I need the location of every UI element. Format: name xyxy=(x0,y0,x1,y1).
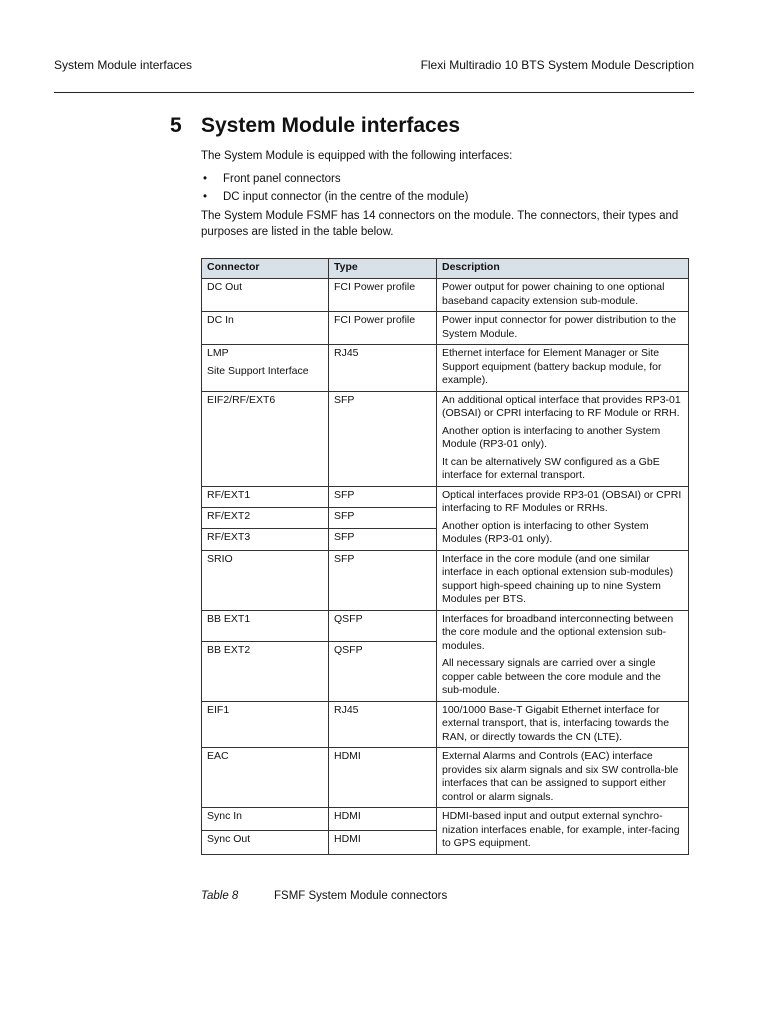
table-caption-label: Table 8 xyxy=(201,890,239,902)
type-cell: SFP xyxy=(329,529,437,550)
table-row xyxy=(202,279,689,312)
description-text: Interfaces for broadband interconnecting between the core module and the optional extension sub-modules. xyxy=(442,612,674,652)
type-cell: FCI Power profile xyxy=(329,312,437,345)
header-connector: Connector xyxy=(202,259,329,279)
description-text: Optical interfaces provide RP3-01 (OBSAI) or CPRI interfacing to RF Modules or RRHs. xyxy=(442,488,682,514)
running-header-section: System Module interfaces xyxy=(54,58,193,72)
description-cell: Power input connector for power distribution to the System Module. xyxy=(437,312,689,345)
type-cell: QSFP xyxy=(329,610,437,641)
table-caption xyxy=(201,890,447,902)
table-row xyxy=(202,610,689,641)
connector-cell: EIF1 xyxy=(202,701,329,748)
table-header-row xyxy=(202,259,689,279)
description-text: It can be alternatively SW configured as a GbE interface for external transport. xyxy=(442,455,660,481)
connector-cell xyxy=(202,345,329,392)
type-cell: SFP xyxy=(329,550,437,610)
type-cell: HDMI xyxy=(329,748,437,808)
connector-cell: EIF2/RF/EXT6 xyxy=(202,391,329,486)
chapter-title: System Module interfaces xyxy=(201,114,461,137)
type-cell: HDMI xyxy=(329,831,437,854)
header-type: Type xyxy=(329,259,437,279)
chapter-number: 5 xyxy=(170,114,182,137)
running-header-document-title: Flexi Multiradio 10 BTS System Module Description xyxy=(420,58,694,72)
connector-cell: BB EXT2 xyxy=(202,641,329,701)
header-description: Description xyxy=(437,259,689,279)
connector-cell: EAC xyxy=(202,748,329,808)
description-cell: HDMI-based input and output external synchro-nization interfaces enable, for example, inter-facing to GPS equipment. xyxy=(437,808,689,855)
table-row xyxy=(202,345,689,392)
connectors-table xyxy=(201,258,689,855)
header-divider xyxy=(54,92,694,93)
description-cell: Power output for power chaining to one optional baseband capacity extension sub-module. xyxy=(437,279,689,312)
description-cell xyxy=(437,391,689,486)
connectors-paragraph: The System Module FSMF has 14 connectors on the module. The connectors, their types and purposes are listed in the table below. xyxy=(201,210,679,238)
description-cell: Ethernet interface for Element Manager or Site Support equipment (battery backup module, for example). xyxy=(437,345,689,392)
table-row xyxy=(202,748,689,808)
type-cell: SFP xyxy=(329,391,437,486)
type-cell: RJ45 xyxy=(329,345,437,392)
table-row xyxy=(202,550,689,610)
table-row xyxy=(202,391,689,486)
connector-cell: DC Out xyxy=(202,279,329,312)
description-cell xyxy=(437,610,689,701)
table-caption-text: FSMF System Module connectors xyxy=(274,890,448,902)
description-cell: Interface in the core module (and one similar interface in each optional extension sub-modules) support high-speed chaining up to nine System Modules per BTS. xyxy=(437,550,689,610)
connector-cell: BB EXT1 xyxy=(202,610,329,641)
bullet-item: • Front panel connectors xyxy=(201,170,468,188)
type-cell: HDMI xyxy=(329,808,437,831)
interface-bullet-list xyxy=(201,170,468,206)
table-row xyxy=(202,701,689,748)
description-cell: External Alarms and Controls (EAC) interface provides six alarm signals and six SW controlla-ble interfaces that can be assigned to support either control or alarm signals. xyxy=(437,748,689,808)
table-row xyxy=(202,808,689,831)
connector-cell: SRIO xyxy=(202,550,329,610)
table-row xyxy=(202,486,689,507)
connector-cell: RF/EXT2 xyxy=(202,507,329,528)
description-text: Another option is interfacing to other System Modules (RP3-01 only). xyxy=(442,519,649,545)
description-text: All necessary signals are carried over a single copper cable between the core module and the sub-module. xyxy=(442,657,661,696)
description-text: An additional optical interface that provides RP3-01 (OBSAI) or CPRI interfacing to RF Module or RRH. xyxy=(442,393,681,419)
bullet-item: • DC input connector (in the centre of the module) xyxy=(201,188,468,206)
type-cell: RJ45 xyxy=(329,701,437,748)
table-row xyxy=(202,312,689,345)
connector-subname: Site Support Interface xyxy=(207,364,309,377)
connector-cell: Sync Out xyxy=(202,831,329,854)
connector-cell: DC In xyxy=(202,312,329,345)
type-cell: SFP xyxy=(329,486,437,507)
type-cell: SFP xyxy=(329,507,437,528)
intro-paragraph: The System Module is equipped with the following interfaces: xyxy=(201,150,513,162)
connector-name: LMP xyxy=(207,347,229,359)
description-cell xyxy=(437,486,689,550)
type-cell: QSFP xyxy=(329,641,437,701)
connector-cell: RF/EXT3 xyxy=(202,529,329,550)
type-cell: FCI Power profile xyxy=(329,279,437,312)
description-cell: 100/1000 Base-T Gigabit Ethernet interface for external transport, that is, interfacing towards the RAN, or directly towards the CN (LTE). xyxy=(437,701,689,748)
description-text: Another option is interfacing to another System Module (RP3-01 only). xyxy=(442,424,661,450)
chapter-heading xyxy=(170,114,460,138)
connector-cell: RF/EXT1 xyxy=(202,486,329,507)
connector-cell: Sync In xyxy=(202,808,329,831)
